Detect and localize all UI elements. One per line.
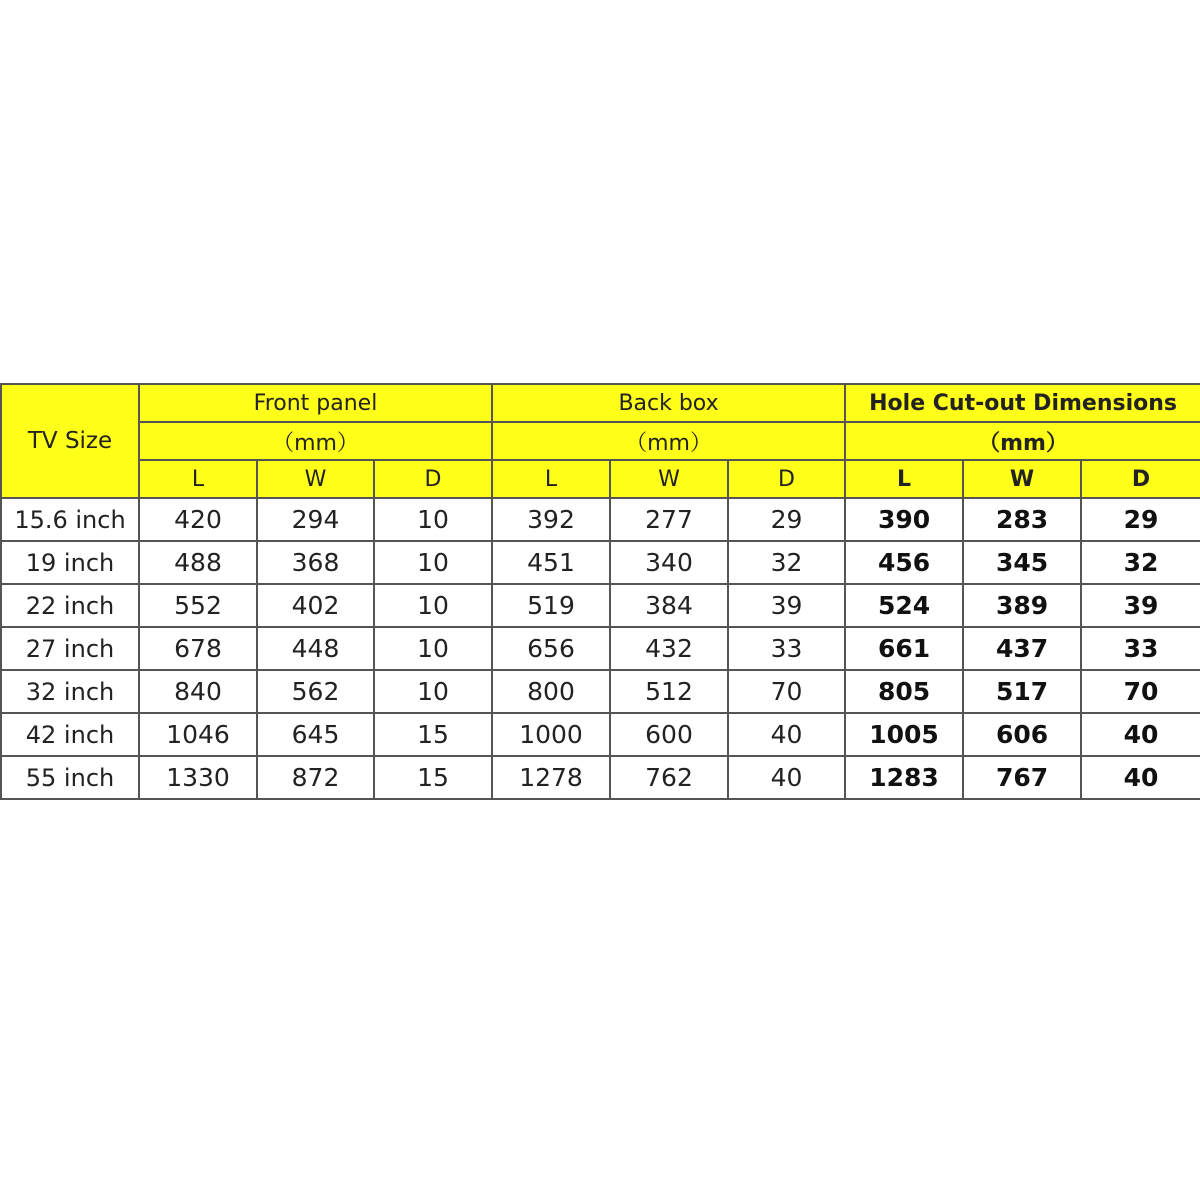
back-box-w-cell: 512 [610,670,728,713]
back-box-d-cell: 40 [728,756,845,799]
back-box-w-cell: 762 [610,756,728,799]
back-box-d-header: D [728,460,845,498]
front-panel-w-cell: 562 [257,670,374,713]
front-panel-d-cell: 10 [374,498,492,541]
front-panel-w-cell: 368 [257,541,374,584]
back-box-w-header: W [610,460,728,498]
hole-cutout-l-cell: 661 [845,627,963,670]
tv-size-cell: 27 inch [1,627,139,670]
tv-size-cell: 42 inch [1,713,139,756]
front-panel-w-header: W [257,460,374,498]
back-box-l-cell: 1000 [492,713,610,756]
dimensions-table-container [0,383,1200,800]
table-row [1,713,1200,756]
table-row [1,756,1200,799]
front-panel-l-cell: 678 [139,627,257,670]
back-box-d-cell: 33 [728,627,845,670]
hole-cutout-d-cell: 29 [1081,498,1200,541]
hole-cutout-w-cell: 517 [963,670,1081,713]
back-box-d-cell: 39 [728,584,845,627]
hole-cutout-w-cell: 283 [963,498,1081,541]
hole-cutout-l-header: L [845,460,963,498]
tv-size-cell: 15.6 inch [1,498,139,541]
back-box-w-cell: 384 [610,584,728,627]
front-panel-l-cell: 488 [139,541,257,584]
back-box-d-cell: 70 [728,670,845,713]
hole-cutout-l-cell: 805 [845,670,963,713]
back-box-l-cell: 392 [492,498,610,541]
hole-cutout-d-header: D [1081,460,1200,498]
back-box-l-cell: 656 [492,627,610,670]
front-panel-w-cell: 402 [257,584,374,627]
front-panel-l-cell: 1046 [139,713,257,756]
hole-cutout-l-cell: 456 [845,541,963,584]
front-panel-l-cell: 840 [139,670,257,713]
front-panel-l-cell: 552 [139,584,257,627]
hole-cutout-d-cell: 39 [1081,584,1200,627]
front-panel-w-cell: 872 [257,756,374,799]
back-box-l-cell: 519 [492,584,610,627]
back-box-d-cell: 32 [728,541,845,584]
front-panel-header: Front panel [139,384,492,422]
tv-size-cell: 32 inch [1,670,139,713]
back-box-unit: （mm） [492,422,845,460]
table-row [1,670,1200,713]
back-box-w-cell: 277 [610,498,728,541]
hole-cutout-w-cell: 767 [963,756,1081,799]
hole-cutout-w-cell: 606 [963,713,1081,756]
table-row [1,627,1200,670]
table-header [1,384,1200,498]
back-box-d-cell: 40 [728,713,845,756]
tv-size-header: TV Size [1,384,139,498]
hole-cutout-l-cell: 524 [845,584,963,627]
hole-cutout-d-cell: 40 [1081,756,1200,799]
back-box-w-cell: 432 [610,627,728,670]
front-panel-l-header: L [139,460,257,498]
table-row [1,584,1200,627]
front-panel-d-cell: 15 [374,713,492,756]
hole-cutout-d-cell: 70 [1081,670,1200,713]
front-panel-d-cell: 10 [374,584,492,627]
back-box-w-cell: 340 [610,541,728,584]
dimensions-table [0,383,1200,800]
tv-size-cell: 19 inch [1,541,139,584]
hole-cutout-w-header: W [963,460,1081,498]
hole-cutout-d-cell: 40 [1081,713,1200,756]
back-box-l-cell: 800 [492,670,610,713]
back-box-l-header: L [492,460,610,498]
tv-size-cell: 22 inch [1,584,139,627]
front-panel-w-cell: 448 [257,627,374,670]
back-box-w-cell: 600 [610,713,728,756]
hole-cutout-w-cell: 437 [963,627,1081,670]
front-panel-unit: （mm） [139,422,492,460]
table-row [1,541,1200,584]
front-panel-w-cell: 645 [257,713,374,756]
front-panel-d-cell: 15 [374,756,492,799]
table-row [1,498,1200,541]
front-panel-d-cell: 10 [374,627,492,670]
back-box-l-cell: 1278 [492,756,610,799]
back-box-l-cell: 451 [492,541,610,584]
hole-cutout-unit: （mm） [845,422,1200,460]
hole-cutout-w-cell: 345 [963,541,1081,584]
tv-size-cell: 55 inch [1,756,139,799]
hole-cutout-l-cell: 390 [845,498,963,541]
table-body [1,498,1200,799]
hole-cutout-d-cell: 32 [1081,541,1200,584]
front-panel-d-cell: 10 [374,541,492,584]
hole-cutout-w-cell: 389 [963,584,1081,627]
hole-cutout-l-cell: 1283 [845,756,963,799]
back-box-header: Back box [492,384,845,422]
hole-cutout-d-cell: 33 [1081,627,1200,670]
back-box-d-cell: 29 [728,498,845,541]
front-panel-d-header: D [374,460,492,498]
front-panel-l-cell: 420 [139,498,257,541]
front-panel-l-cell: 1330 [139,756,257,799]
front-panel-d-cell: 10 [374,670,492,713]
hole-cutout-header: Hole Cut-out Dimensions [845,384,1200,422]
front-panel-w-cell: 294 [257,498,374,541]
hole-cutout-l-cell: 1005 [845,713,963,756]
